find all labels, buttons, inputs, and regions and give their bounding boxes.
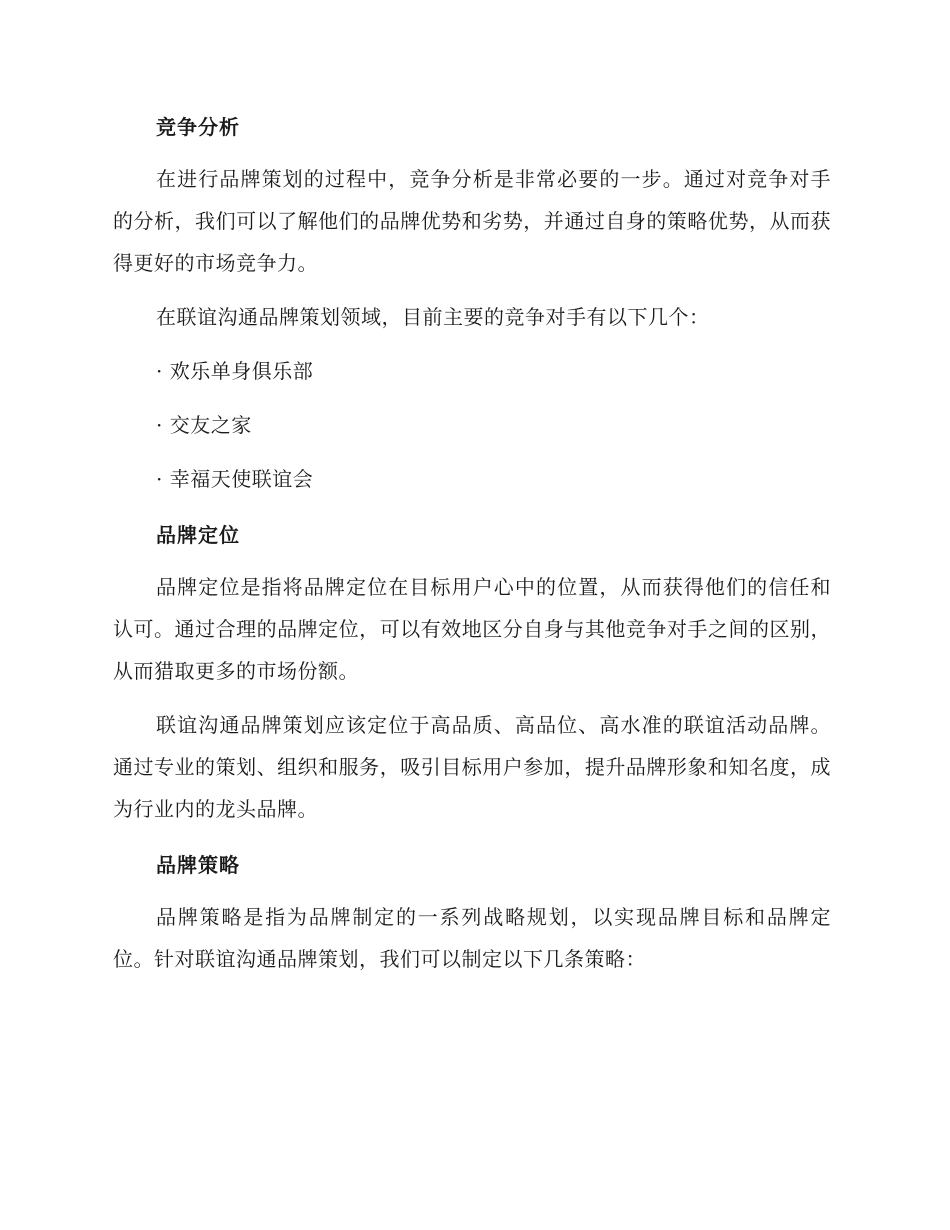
paragraph: 品牌定位是指将品牌定位在目标用户心中的位置，从而获得他们的信任和认可。通过合理的品牌定位，可以有效地区分自身与其他竞争对手之间的区别，从而猎取更多的市场份额。 (113, 575, 831, 683)
section-heading-positioning: 品牌定位 (156, 523, 240, 547)
section-heading-competition: 竞争分析 (156, 115, 240, 139)
paragraph: 在联谊沟通品牌策划领域，目前主要的竞争对手有以下几个： (156, 305, 710, 329)
list-item: · 交友之家 (156, 413, 252, 437)
document-page (113, 104, 831, 992)
paragraph: 联谊沟通品牌策划应该定位于高品质、高品位、高水准的联谊活动品牌。通过专业的策划、组织和服务，吸引目标用户参加，提升品牌形象和知名度，成为行业内的龙头品牌。 (113, 713, 831, 821)
list-item: · 幸福天使联谊会 (156, 467, 314, 491)
section-heading-strategy: 品牌策略 (156, 853, 240, 877)
paragraph: 品牌策略是指为品牌制定的一系列战略规划，以实现品牌目标和品牌定位。针对联谊沟通品牌策划，我们可以制定以下几条策略： (113, 905, 831, 971)
paragraph: 在进行品牌策划的过程中，竞争分析是非常必要的一步。通过对竞争对手的分析，我们可以了解他们的品牌优势和劣势，并通过自身的策略优势，从而获得更好的市场竞争力。 (113, 167, 831, 275)
list-item: · 欢乐单身俱乐部 (156, 359, 314, 383)
